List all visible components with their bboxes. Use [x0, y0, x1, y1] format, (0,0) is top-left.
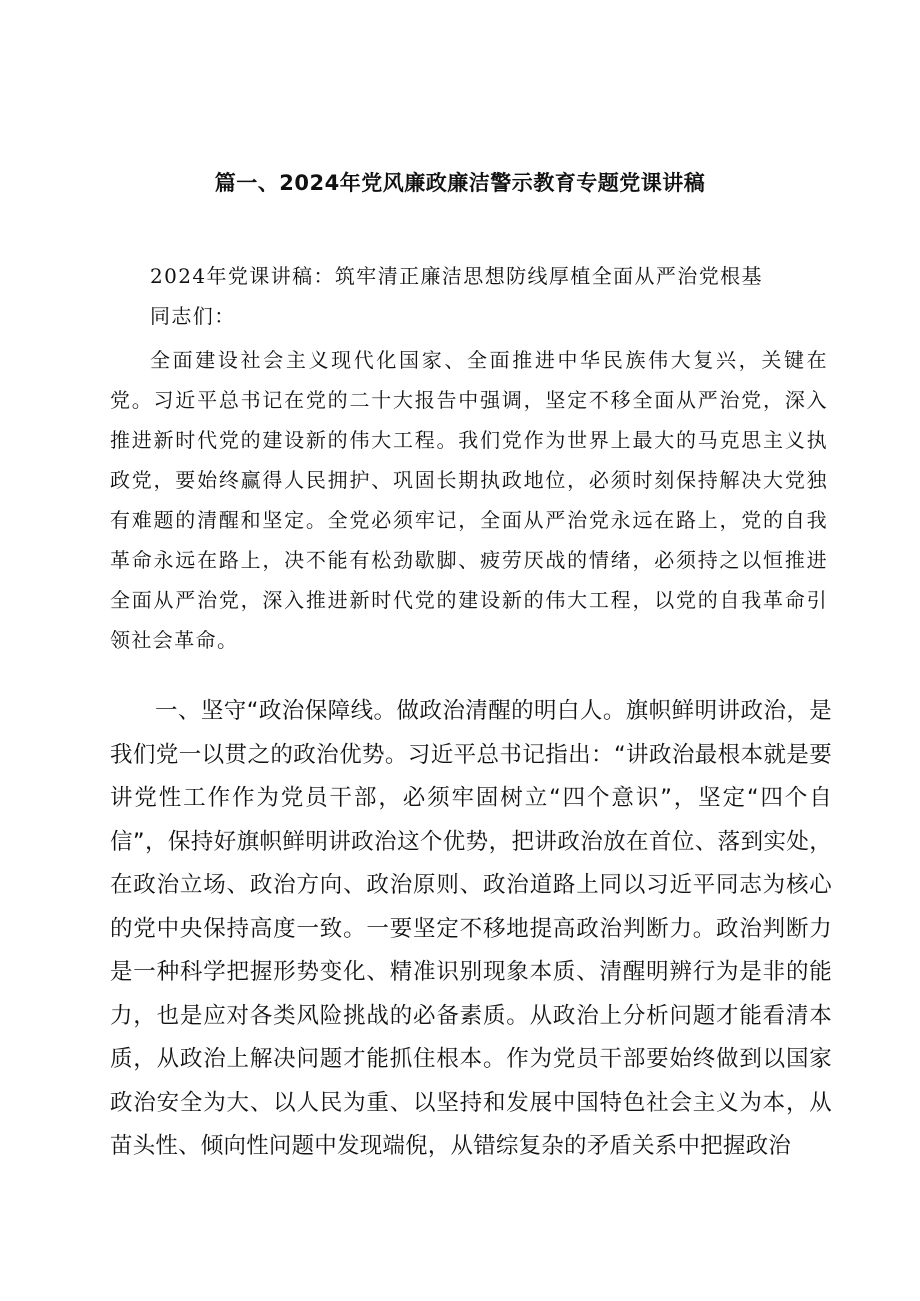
document-title: 篇一、2024年党风廉政廉洁警示教育专题党课讲稿: [214, 171, 706, 195]
section-one-block: [110, 690, 832, 1169]
document-subtitle: 2024年党课讲稿：筑牢清正廉洁思想防线厚植全面从严治党根基: [150, 264, 763, 288]
intro-paragraph: 全面建设社会主义现代化国家、全面推进中华民族伟大复兴，关键在党。习近平总书记在党的二十大报告中强调，坚定不移全面从严治党，深入推进新时代党的建设新的伟大工程。我们党作为世界上最大的马克思主义执政党，要始终赢得人民拥护、巩固长期执政地位，必须时刻保持解决大党独有难题的清醒和坚定。全党必须牢记，全面从严治党永远在路上，党的自我革命永远在路上，决不能有松劲歇脚、疲劳厌战的情绪，必须持之以恒推进全面从严治党，深入推进新时代党的建设新的伟大工程，以党的自我革命引领社会革命。: [110, 348, 828, 652]
salutation: 同志们：: [150, 304, 236, 328]
section-one-paragraph: 一、坚守“政治保障线。做政治清醒的明白人。旗帜鲜明讲政治，是我们党一以贯之的政治优势。习近平总书记指出：“讲政治最根本就是要讲党性工作作为党员干部，必须牢固树立“四个意识”，坚定“四个自信”，保持好旗帜鲜明讲政治这个优势，把讲政治放在首位、落到实处，在政治立场、政治方向、政治原则、政治道路上同以习近平同志为核心的党中央保持高度一致。一要坚定不移地提高政治判断力。政治判断力是一种科学把握形势变化、精准识别现象本质、清醒明辨行为是非的能力，也是应对各类风险挑战的必备素质。从政治上分析问题才能看清本质，从政治上解决问题才能抓住根本。作为党员干部要始终做到以国家政治安全为大、以人民为重、以坚持和发展中国特色社会主义为本，从苗头性、倾向性问题中发现端倪，从错综复杂的矛盾关系中把握政治: [110, 698, 832, 1159]
intro-block: [110, 340, 828, 660]
subtitle-block: [110, 256, 828, 336]
